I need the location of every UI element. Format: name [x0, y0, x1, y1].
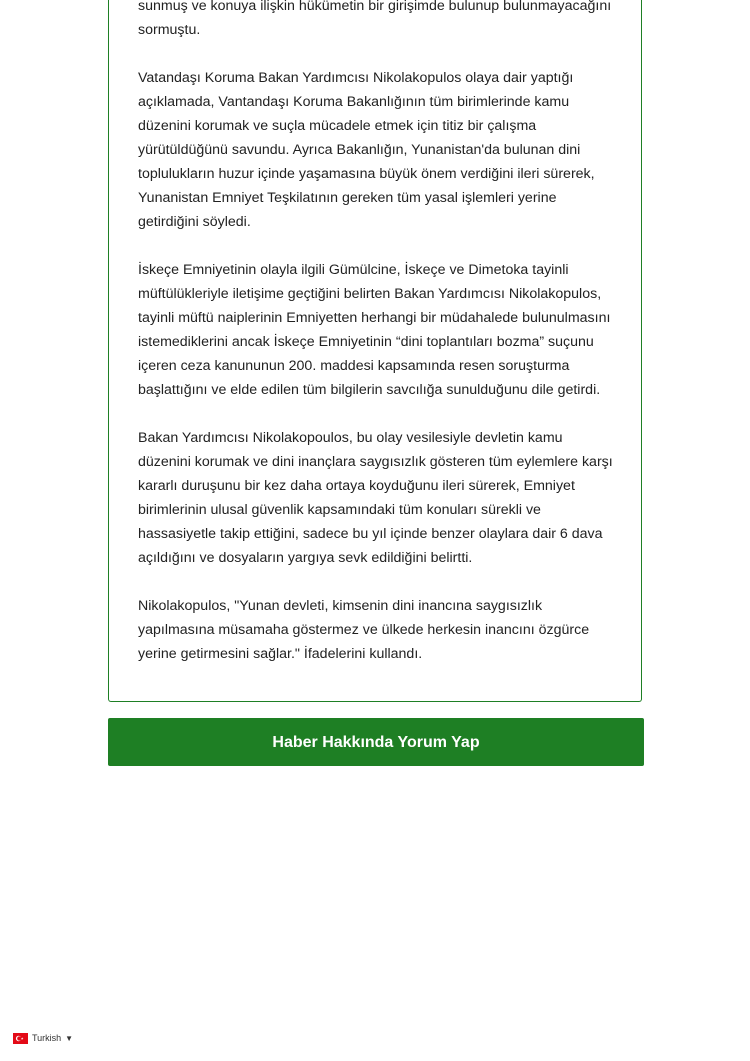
language-label: Turkish	[32, 1033, 62, 1043]
article-paragraph-4: Bakan Yardımcısı Nikolakopoulos, bu olay vesilesiyle devletin kamu düzenini korumak ve dini inançlara saygısızlık gösteren tüm eylemlere karşı kararlı duruşunu bir kez daha ortaya koyduğunu ileri sürerek, Emniyet birimlerinin ulusal güvenlik kapsamındaki tüm konuları sürekli ve hassasiyetle takip ettiğini, sadece bu yıl içinde benzer olaylara dair 6 dava açıldığını ve dosyaların yargıya sevk edildiğini belirtti.	[138, 430, 613, 566]
caret-down-icon: ▼	[65, 1033, 74, 1043]
comment-on-news-button[interactable]: Haber Hakkında Yorum Yap	[108, 718, 644, 766]
article-paragraph-2: Vatandaşı Koruma Bakan Yardımcısı Nikolakopulos olaya dair yaptığı açıklamada, Vantandaşı Koruma Bakanlığının tüm birimlerinde kamu düzenini korumak ve suçla mücadele etmek için titiz bir çalışma yürütüldüğünü savundu. Ayrıca Bakanlığın, Yunanistan'da bulunan dini toplulukların huzur içinde yaşamasına büyük önem verdiğini ileri sürerek, Yunanistan Emniyet Teşkilatının gereken tüm yasal işlemleri yerine getirdiğini söyledi.	[138, 70, 595, 230]
article-body	[108, 0, 642, 702]
language-switcher[interactable]	[13, 1031, 73, 1045]
article-paragraph-1: sunmuş ve konuya ilişkin hükümetin bir girişimde bulunup bulunmayacağını sormuştu.	[138, 0, 612, 38]
article-paragraph-3: İskeçe Emniyetinin olayla ilgili Gümülcine, İskeçe ve Dimetoka tayinli müftülükleriyle iletişime geçtiğini belirten Bakan Yardımcısı Nikolakopulos, tayinli müftü naiplerinin Emniyetten herhangi bir müdahalede bulunulmasını istemediklerini ancak İskeçe Emniyetinin “dini toplantıları bozma” suçunu içeren ceza kanununun 200. maddesi kapsamında resen soruşturma başlattığını ve elde edilen tüm bilgilerin savcılığa sunulduğunu dile getirdi.	[138, 262, 611, 398]
article-paragraph-5: Nikolakopulos, "Yunan devleti, kimsenin dini inancına saygısızlık yapılmasına müsamaha göstermez ve ülkede herkesin inancını özgürce yerine getirmesini sağlar." İfadelerini kullandı.	[138, 598, 590, 662]
turkey-flag-icon	[13, 1033, 28, 1044]
